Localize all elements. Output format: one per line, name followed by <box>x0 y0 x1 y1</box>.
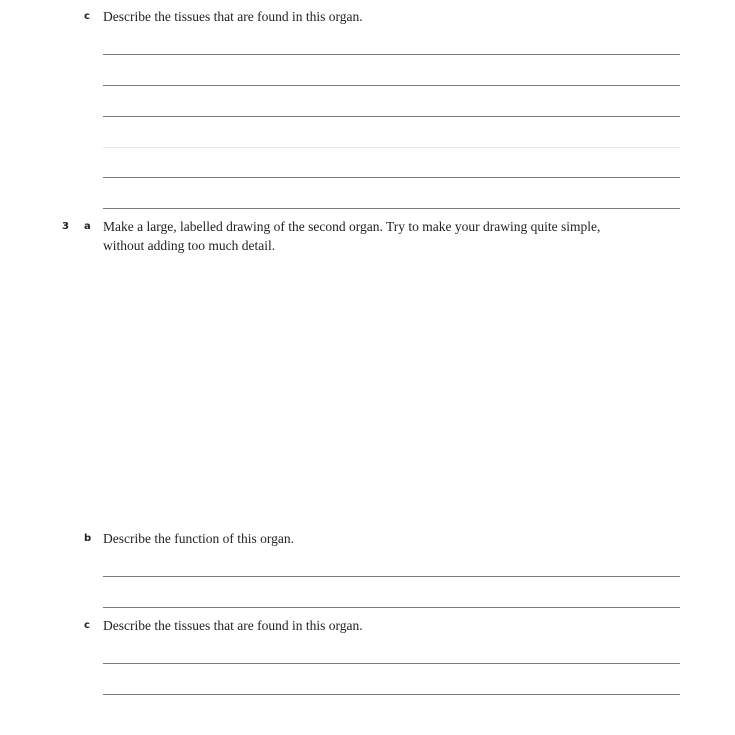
part-a-label: a <box>84 221 91 232</box>
answer-line[interactable] <box>103 54 680 55</box>
answer-line[interactable] <box>103 694 680 695</box>
drawing-area[interactable] <box>103 265 680 520</box>
question-number: 3 <box>62 221 69 232</box>
part-b-prompt: Describe the function of this organ. <box>103 531 294 546</box>
answer-line[interactable] <box>103 177 680 178</box>
part-a-prompt-line1: Make a large, labelled drawing of the second organ. Try to make your drawing quite simple, <box>103 219 601 234</box>
answer-line[interactable] <box>103 663 680 664</box>
part-b-label: b <box>84 533 92 544</box>
answer-line[interactable] <box>103 85 680 86</box>
answer-line[interactable] <box>103 607 680 608</box>
answer-line[interactable] <box>103 116 680 117</box>
part-c-prompt: Describe the tissues that are found in this organ. <box>103 618 363 633</box>
part-c-prompt: Describe the tissues that are found in this organ. <box>103 9 363 24</box>
part-a-prompt-line2: without adding too much detail. <box>103 238 276 253</box>
answer-line[interactable] <box>103 208 680 209</box>
part-c-label: c <box>84 11 90 22</box>
answer-line[interactable] <box>103 576 680 577</box>
part-c-label: c <box>84 620 90 631</box>
answer-line[interactable] <box>103 147 680 148</box>
